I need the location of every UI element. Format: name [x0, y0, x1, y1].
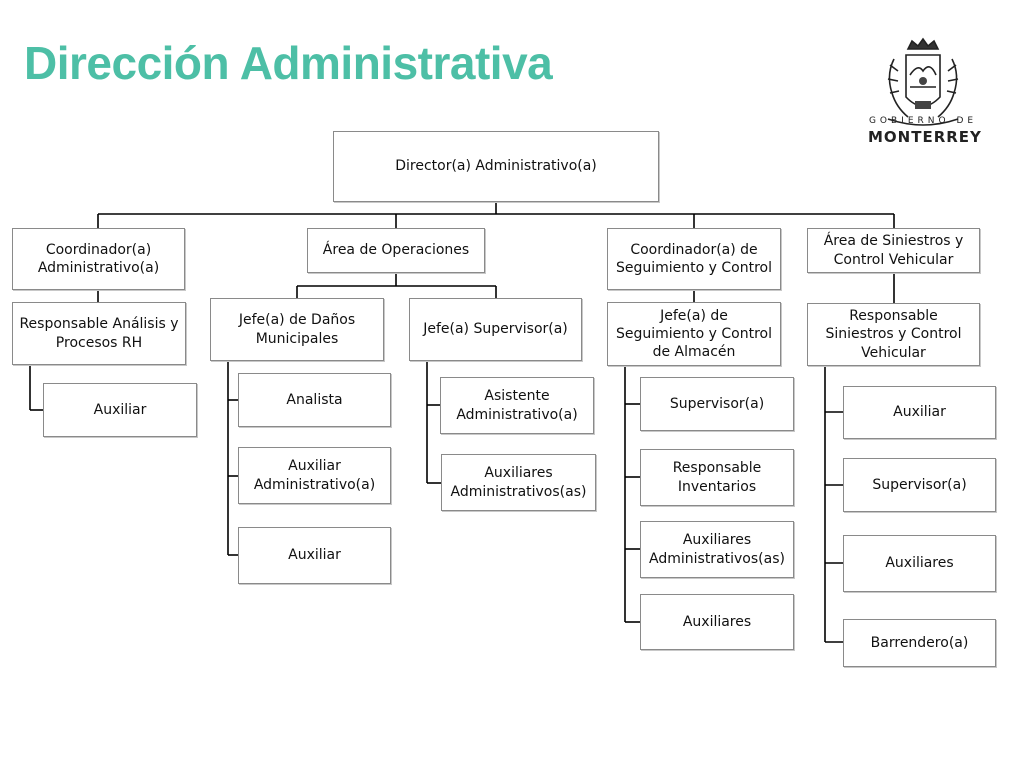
node-responsable-siniestros: Responsable Siniestros y Control Vehicular	[807, 303, 980, 366]
node-coordinador-administrativo: Coordinador(a) Administrativo(a)	[12, 228, 185, 290]
node-jefe-supervisor: Jefe(a) Supervisor(a)	[409, 298, 582, 361]
node-col2-auxiliar: Auxiliar	[238, 527, 391, 584]
node-col3-auxiliares: Auxiliares	[640, 594, 794, 650]
node-col4-supervisor: Supervisor(a)	[843, 458, 996, 512]
node-area-siniestros: Área de Siniestros y Control Vehicular	[807, 228, 980, 273]
node-col3-supervisor: Supervisor(a)	[640, 377, 794, 431]
node-coordinador-seguimiento-control: Coordinador(a) de Seguimiento y Control	[607, 228, 781, 290]
node-col4-auxiliar: Auxiliar	[843, 386, 996, 439]
page-title: Dirección Administrativa	[24, 37, 553, 89]
logo-text-monterrey: MONTERREY	[868, 128, 982, 146]
node-jefe-seguimiento-almacen: Jefe(a) de Seguimiento y Control de Almacén	[607, 302, 781, 366]
node-responsable-inventarios: Responsable Inventarios	[640, 449, 794, 506]
node-director: Director(a) Administrativo(a)	[333, 131, 659, 202]
node-col4-auxiliares: Auxiliares	[843, 535, 996, 592]
node-responsable-analisis-rh: Responsable Análisis y Procesos RH	[12, 302, 186, 365]
node-jefe-danos-municipales: Jefe(a) de Daños Municipales	[210, 298, 384, 361]
node-auxiliar-administrativo: Auxiliar Administrativo(a)	[238, 447, 391, 504]
logo-text-gobierno: GOBIERNO DE	[868, 116, 978, 126]
node-col1-auxiliar: Auxiliar	[43, 383, 197, 437]
node-analista: Analista	[238, 373, 391, 427]
node-asistente-administrativo: Asistente Administrativo(a)	[440, 377, 594, 434]
node-area-operaciones: Área de Operaciones	[307, 228, 485, 273]
node-barrendero: Barrendero(a)	[843, 619, 996, 667]
node-col3-auxiliares-administrativos: Auxiliares Administrativos(as)	[640, 521, 794, 578]
node-col2-auxiliares-administrativos: Auxiliares Administrativos(as)	[441, 454, 596, 511]
